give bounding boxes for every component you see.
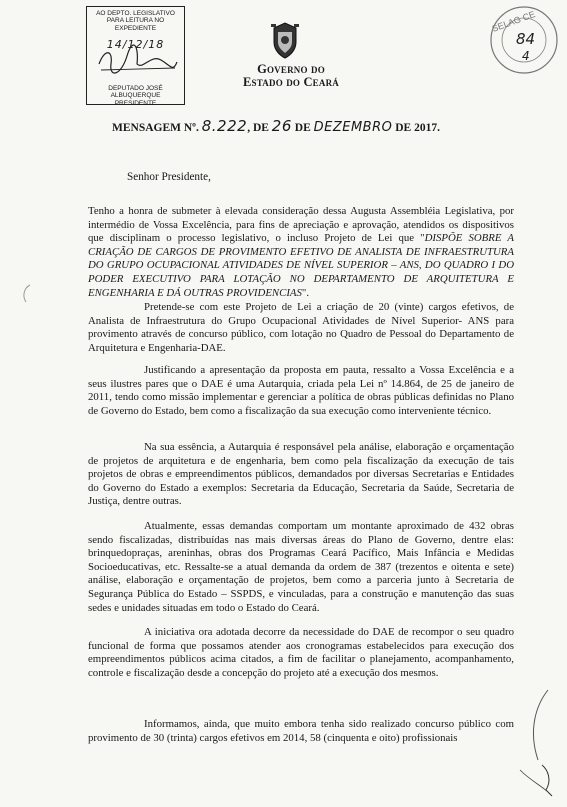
message-day: 26 [271, 117, 292, 135]
message-month: DEZEMBRO [313, 120, 393, 135]
stamp-date: 14/12/18 [106, 38, 165, 52]
paragraph-3 [88, 364, 514, 418]
message-number-line [112, 117, 492, 135]
stamp-signature-icon [91, 38, 181, 82]
protocol-circle-stamp-icon [488, 4, 560, 76]
paragraph-4 [88, 441, 514, 509]
paragraph-3-text: Justificando a apresentação da proposta em pauta, ressalto a Vossa Excelência e a seus ilustres pares que o DAE é uma Autarquia, criada pela Lei nº 14.864, de 25 de janeiro de 2011, tendo como missão implementar e gerenciar a política de obras públicas definidas no Plano de Governo do Estado, bem como a fiscalização da sua execução como interveniente técnico. [88, 364, 514, 417]
gov-line-2: Estado do Ceará [243, 75, 339, 89]
stamp-line-2: PARA LEITURA NO EXPEDIENTE [106, 17, 165, 32]
message-number: 8.222 [201, 117, 248, 135]
paragraph-6 [88, 626, 514, 680]
message-label: MENSAGEM Nº. [112, 122, 199, 134]
paragraph-7-text: Informamos, ainda, que muito embora tenha sido realizado concurso público com provimento de 30 (trinta) cargos efetivos em 2014, 58 (cinquenta e oito) profissionais [88, 718, 514, 744]
stamp-line-3: DEPUTADO JOSÉ ALBUQUERQUE [108, 85, 163, 100]
circle-stamp-text: SELAG CE [490, 9, 537, 34]
government-header [236, 63, 346, 89]
paragraph-5-text: Atualmente, essas demandas comportam um montante aproximado de 432 obras sendo fiscalizadas, distribuídas nas mais diversas áreas do Plano de Governo, dentre elas: brinquedopraças, areninhas, obras dos Programas Ceará Pacífico, Mais Infância e Medidas Socioeducativas, etc. Ressalte-se a atual demanda da ordem de 387 (trezentos e oitenta e sete) análise, elaboração e orçamentação de projetos, bem como a parceria junto à Secretaria de Segurança Pública do Estado – SSPDS, e vinculadas, para a construção e manutenção das suas sedes e unidades situadas em todo o Estado do Ceará. [88, 520, 514, 614]
stamp-line-4: PRESIDENTE [114, 99, 157, 107]
paragraph-7 [88, 718, 514, 745]
paragraph-5 [88, 520, 514, 615]
paragraph-2 [88, 301, 514, 355]
circle-stamp-sub: 4 [522, 49, 530, 63]
paragraph-6-text: A iniciativa ora adotada decorre da necessidade do DAE de recompor o seu quadro funcional de forma que possamos atender aos cronogramas estabelecidos para execução dos empreendimentos públicos acima citados, a fim de facilitar o planejamento, acompanhamento, controle e fiscalização desde a concepção do projeto até a execução dos mesmos. [88, 626, 514, 679]
paragraph-1-text: Tenho a honra de submeter à elevada consideração dessa Augusta Assembléia Legislativa, por intermédio de Vossa Excelência, para fins de apreciação e aprovação, atendidos os dispositivos que disciplinam o processo legislativo, o incluso Projeto de Lei que " [88, 205, 514, 245]
message-year: DE 2017. [395, 122, 440, 134]
legislative-stamp [86, 6, 185, 105]
circle-stamp-number: 84 [516, 30, 536, 48]
gov-line-1: Governo do [257, 62, 325, 76]
greeting: Senhor Presidente, [127, 171, 211, 183]
paragraph-1-end: ". [301, 286, 310, 299]
paragraph-2-text: Pretende-se com este Projeto de Lei a criação de 20 (vinte) cargos efetivos, de Analista de Infraestrutura do Grupo Ocupacional Atividades de Nível Superior- ANS para provimento através de concurso público, com lotação no Quadro de Pessoal do Departamento de Arquitetura e Engenharia-DAE. [88, 301, 514, 354]
message-de-1: , DE [247, 122, 269, 134]
paragraph-1 [88, 205, 514, 300]
paragraph-1-title: DISPÕE SOBRE A CRIAÇÃO DE CARGOS DE PROVIMENTO EFETIVO DE ANALISTA DE INFRAESTRUTURA DO GRUPO OCUPACIONAL ATIVIDADES DE NÍVEL SUPERIOR – ANS, DO QUADRO I DO PODER EXECUTIVO PARA LOTAÇÃO NO DEPARTAMENTO DE ARQUITETURA E ENGENHARIA E DÁ OUTRAS PROVIDENCIAS [88, 232, 514, 299]
paragraph-4-text: Na sua essência, a Autarquia é responsável pela análise, elaboração e orçamentação de projetos de arquitetura e de engenharia, bem como pela fiscalização da execução de tais projetos de obras e empreendimentos públicos, demandados por diversas Secretarias e Entidades do Governo do Estado a exemplos: Secretaria da Educação, Secretaria da Saúde, Secretaria de Justiça, dentre outras. [88, 441, 514, 508]
state-crest-icon [268, 20, 302, 60]
message-de-2: DE [294, 122, 311, 134]
stamp-line-1: AO DEPTO. LEGISLATIVO [96, 10, 175, 17]
